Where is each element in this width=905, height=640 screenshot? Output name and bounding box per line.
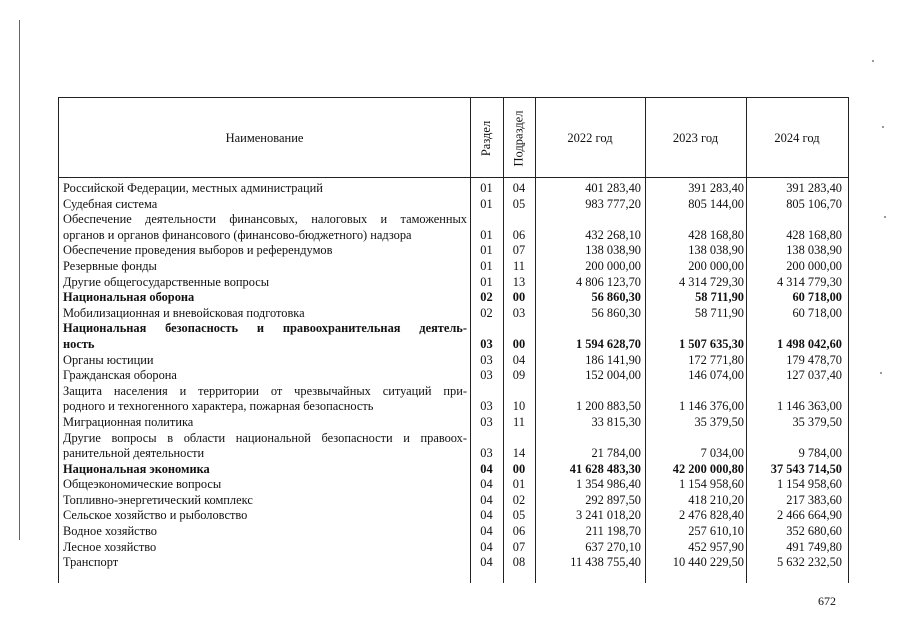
- row-name: Российской Федерации, местных администраций: [63, 181, 323, 195]
- row-value-2024: 1 154 958,60: [776, 477, 842, 492]
- row-subsection: 07: [512, 243, 526, 258]
- row-name: Другие вопросы в области национальной безопасности и правоох-: [63, 430, 467, 445]
- table-row: [59, 306, 848, 322]
- header-section-label: Раздел: [479, 120, 494, 156]
- row-value-2023: 391 283,40: [688, 181, 744, 195]
- row-value-2024: 1 146 363,00: [776, 399, 842, 414]
- table-row: [59, 259, 848, 275]
- row-section: 03: [480, 336, 493, 351]
- row-section: 01: [480, 243, 493, 258]
- row-name: ранительной деятельности: [63, 446, 205, 461]
- row-value-2022: 21 784,00: [591, 446, 641, 461]
- table-row: [59, 446, 848, 462]
- row-section: 01: [480, 227, 493, 242]
- row-value-2024: 391 283,40: [786, 181, 842, 195]
- table-body: [59, 181, 848, 571]
- scan-speck: [872, 60, 874, 62]
- scan-edge-line: [19, 20, 20, 540]
- table-row: [59, 321, 848, 337]
- row-value-2023: 7 034,00: [700, 446, 744, 461]
- row-value-2023: 418 210,20: [688, 492, 744, 507]
- header-2022: 2022 год: [567, 130, 613, 145]
- row-subsection: 00: [512, 461, 526, 476]
- row-section: 01: [480, 258, 493, 273]
- row-section: 03: [480, 352, 493, 367]
- row-value-2022: 4 806 123,70: [575, 274, 641, 289]
- header-section: [470, 98, 503, 178]
- row-value-2023: 58 711,90: [695, 290, 744, 305]
- row-name: Водное хозяйство: [63, 524, 158, 539]
- row-value-2023: 138 038,90: [688, 243, 744, 258]
- row-section: 01: [480, 196, 493, 211]
- row-value-2023: 42 200 000,80: [672, 461, 744, 476]
- row-name: Защита населения и территории от чрезвычайных ситуаций при-: [63, 383, 467, 398]
- scan-speck: [880, 372, 882, 374]
- row-name: Миграционная политика: [63, 414, 194, 429]
- row-section: 04: [480, 492, 493, 507]
- row-value-2023: 172 771,80: [688, 352, 744, 367]
- row-value-2023: 428 168,80: [688, 227, 744, 242]
- header-subsection-label: Подраздел: [511, 110, 526, 166]
- budget-table: [58, 97, 849, 583]
- table-row: [59, 197, 848, 213]
- row-value-2024: 491 749,80: [786, 539, 842, 554]
- row-value-2024: 4 314 779,30: [776, 274, 842, 289]
- table-row: [59, 415, 848, 431]
- row-subsection: 10: [512, 399, 526, 414]
- row-name: Национальная экономика: [63, 461, 210, 476]
- row-subsection: 07: [512, 539, 526, 554]
- row-value-2022: 3 241 018,20: [575, 508, 641, 523]
- row-value-2023: 200 000,00: [688, 258, 744, 273]
- row-subsection: 00: [512, 336, 526, 351]
- row-subsection: 00: [512, 290, 526, 305]
- row-value-2022: 1 354 986,40: [575, 477, 641, 492]
- row-value-2024: 352 680,60: [786, 524, 842, 539]
- row-value-2024: 428 168,80: [786, 227, 842, 242]
- row-section: 01: [480, 181, 493, 195]
- row-name: Гражданская оборона: [63, 368, 177, 383]
- header-subsection: [503, 98, 535, 178]
- table-header: [59, 97, 848, 178]
- row-value-2023: 452 957,90: [688, 539, 744, 554]
- row-value-2022: 401 283,40: [585, 181, 641, 195]
- row-section: 03: [480, 446, 493, 461]
- row-value-2023: 805 144,00: [688, 196, 744, 211]
- row-section: 03: [480, 399, 493, 414]
- row-subsection: 06: [512, 227, 526, 242]
- table-row: [59, 212, 848, 228]
- table-row: [59, 524, 848, 540]
- row-subsection: 06: [512, 524, 526, 539]
- table-row: [59, 337, 848, 353]
- row-value-2022: 41 628 483,30: [569, 461, 641, 476]
- table-row: [59, 384, 848, 400]
- row-value-2024: 1 498 042,60: [776, 336, 842, 351]
- table-row: [59, 368, 848, 384]
- row-section: 03: [480, 368, 493, 383]
- row-name: Другие общегосударственные вопросы: [63, 274, 270, 289]
- table-row: [59, 540, 848, 556]
- row-name: Национальная безопасность и правоохранительная деятель-: [63, 321, 467, 336]
- row-subsection: 13: [512, 274, 526, 289]
- row-value-2022: 211 198,70: [585, 524, 641, 539]
- row-section: 04: [480, 555, 493, 570]
- row-subsection: 01: [512, 477, 526, 492]
- scan-speck: [882, 126, 884, 128]
- row-value-2022: 56 860,30: [591, 305, 641, 320]
- row-value-2024: 37 543 714,50: [770, 461, 842, 476]
- header-2023: 2023 год: [672, 130, 719, 145]
- row-value-2022: 200 000,00: [585, 258, 641, 273]
- row-section: 04: [480, 508, 493, 523]
- row-value-2024: 9 784,00: [798, 446, 842, 461]
- row-value-2024: 5 632 232,50: [776, 555, 842, 570]
- row-subsection: 02: [512, 492, 526, 507]
- row-value-2024: 179 478,70: [786, 352, 842, 367]
- table-row: [59, 290, 848, 306]
- row-name: Судебная система: [63, 196, 158, 211]
- row-subsection: 11: [513, 414, 525, 429]
- row-value-2023: 1 507 635,30: [678, 336, 744, 351]
- table-row: [59, 431, 848, 447]
- table-row: [59, 228, 848, 244]
- row-name: Мобилизационная и вневойсковая подготовка: [63, 305, 305, 320]
- table-row: [59, 181, 848, 197]
- row-subsection: 05: [512, 196, 526, 211]
- row-name: Сельское хозяйство и рыболовство: [63, 508, 248, 523]
- row-name: Резервные фонды: [63, 258, 157, 273]
- row-value-2024: 805 106,70: [786, 196, 842, 211]
- row-name: Национальная оборона: [63, 290, 195, 305]
- row-value-2022: 186 141,90: [585, 352, 641, 367]
- table-row: [59, 399, 848, 415]
- row-value-2023: 1 146 376,00: [678, 399, 744, 414]
- row-value-2022: 1 594 628,70: [575, 336, 641, 351]
- row-subsection: 04: [512, 352, 526, 367]
- row-value-2022: 983 777,20: [585, 196, 641, 211]
- row-subsection: 04: [512, 181, 526, 195]
- row-subsection: 11: [513, 258, 525, 273]
- table-row: [59, 508, 848, 524]
- page-number: 672: [818, 594, 836, 608]
- row-subsection: 05: [512, 508, 526, 523]
- row-section: 04: [480, 461, 493, 476]
- row-value-2023: 4 314 729,30: [678, 274, 744, 289]
- header-2024: 2024 год: [774, 130, 820, 145]
- table-row: [59, 477, 848, 493]
- row-name: Общеэкономические вопросы: [63, 477, 222, 492]
- row-value-2022: 637 270,10: [585, 539, 641, 554]
- row-section: 01: [480, 274, 493, 289]
- row-value-2022: 138 038,90: [585, 243, 641, 258]
- row-section: 04: [480, 477, 493, 492]
- row-value-2023: 2 476 828,40: [678, 508, 744, 523]
- row-value-2023: 146 074,00: [688, 368, 744, 383]
- row-name: Обеспечение проведения выборов и референдумов: [63, 243, 333, 258]
- row-subsection: 08: [512, 555, 526, 570]
- row-subsection: 14: [512, 446, 526, 461]
- row-name: Топливно-энергетический комплекс: [63, 492, 253, 507]
- row-value-2022: 56 860,30: [591, 290, 641, 305]
- row-section: 02: [480, 305, 493, 320]
- row-name: Органы юстиции: [63, 352, 154, 367]
- row-name: родного и техногенного характера, пожарная безопасность: [63, 399, 374, 414]
- row-name: Обеспечение деятельности финансовых, налоговых и таможенных: [63, 212, 467, 227]
- row-subsection: 03: [512, 305, 526, 320]
- row-value-2022: 11 438 755,40: [570, 555, 641, 570]
- row-value-2022: 292 897,50: [585, 492, 641, 507]
- table-row: [59, 243, 848, 259]
- row-subsection: 09: [512, 368, 526, 383]
- row-value-2024: 127 037,40: [786, 368, 842, 383]
- row-section: 04: [480, 539, 493, 554]
- row-value-2023: 35 379,50: [694, 414, 744, 429]
- row-name: ность: [63, 336, 95, 351]
- row-name: органов и органов финансового (финансово-бюджетного) надзора: [63, 227, 412, 242]
- table-row: [59, 555, 848, 571]
- row-section: 04: [480, 524, 493, 539]
- row-name: Лесное хозяйство: [63, 539, 157, 554]
- row-value-2022: 432 268,10: [585, 227, 641, 242]
- scan-speck: [884, 216, 886, 218]
- row-value-2023: 10 440 229,50: [672, 555, 744, 570]
- row-section: 03: [480, 414, 493, 429]
- row-value-2023: 257 610,10: [688, 524, 744, 539]
- row-value-2024: 35 379,50: [792, 414, 842, 429]
- table-row: [59, 275, 848, 291]
- row-value-2023: 58 711,90: [694, 305, 744, 320]
- row-value-2022: 1 200 883,50: [575, 399, 641, 414]
- row-value-2024: 60 718,00: [792, 290, 842, 305]
- row-value-2024: 138 038,90: [786, 243, 842, 258]
- table-row: [59, 493, 848, 509]
- row-value-2024: 60 718,00: [792, 305, 842, 320]
- row-value-2023: 1 154 958,60: [678, 477, 744, 492]
- row-section: 02: [480, 290, 493, 305]
- row-value-2024: 2 466 664,90: [776, 508, 842, 523]
- row-value-2022: 33 815,30: [591, 414, 641, 429]
- row-value-2022: 152 004,00: [585, 368, 641, 383]
- row-name: Транспорт: [63, 555, 119, 570]
- row-value-2024: 217 383,60: [786, 492, 842, 507]
- table-row: [59, 462, 848, 478]
- row-value-2024: 200 000,00: [786, 258, 842, 273]
- header-name: Наименование: [225, 130, 304, 145]
- table-row: [59, 353, 848, 369]
